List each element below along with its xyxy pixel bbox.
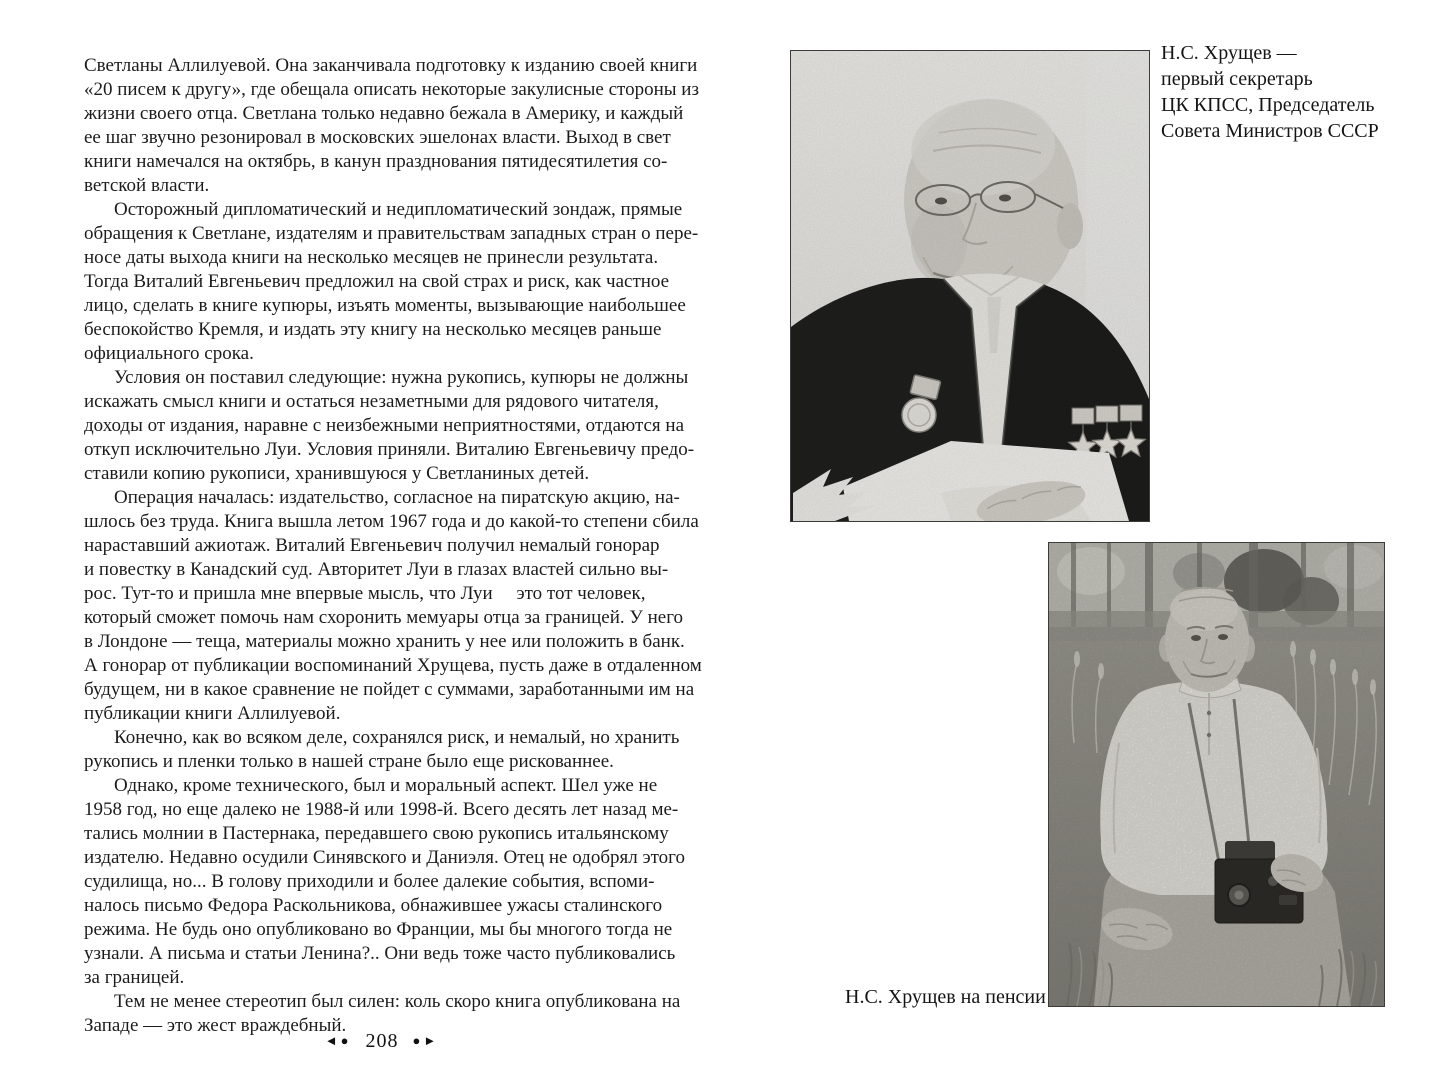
text-line: жизни своего отца. Светлана только недавно бежала в Америку, и каждый: [84, 103, 684, 124]
text-line: искажать смысл книги и остаться незаметными для рядового читателя,: [84, 391, 659, 412]
text-line: который сможет помочь нам схоронить мемуары отца за границей. У него: [84, 607, 684, 628]
text-line: шлось без труда. Книга вышла летом 1967 года и до какой-то степени сбила: [84, 511, 699, 532]
text-line: нараставший ажиотаж. Виталий Евгеньевич получил немалый гонорар: [84, 535, 660, 556]
text-line: книги намечался на октябрь, в канун празднования пятидесятилетия со-: [84, 151, 668, 172]
text-line: Условия он поставил следующие: нужна рукопись, купюры не должны: [114, 367, 689, 388]
text-line: Конечно, как во всяком деле, сохранялся риск, и немалый, но хранить: [114, 727, 680, 748]
caption-line: Н.С. Хрущев —: [1161, 42, 1297, 64]
photo2-caption: Н.С. Хрущев на пенсии: [845, 986, 1046, 1008]
paragraph: [84, 366, 695, 486]
paragraph: [84, 486, 702, 726]
text-line: А гонорар от публикации воспоминаний Хрущева, пусть даже в отдаленном: [84, 655, 702, 676]
caption-line: Совета Министров СССР: [1161, 120, 1379, 142]
text-line: обращения к Светлане, издателям и правительствам западных стран о пере-: [84, 223, 699, 244]
paragraph: [84, 726, 680, 774]
text-line: судилища, но... В голову приходили и более далекие события, вспоми-: [84, 871, 655, 892]
text-line: ветской власти.: [84, 175, 210, 196]
paragraph: [84, 774, 686, 990]
paragraph: [84, 54, 699, 198]
photo-khrushchev-retired: [1048, 542, 1385, 1007]
text-line: 1958 год, но еще далеко не 1988-й или 1998-й. Всего десять лет назад ме-: [84, 799, 679, 820]
page-number-row: [84, 1030, 680, 1053]
text-line: публикации книги Аллилуевой.: [84, 703, 341, 724]
text-line: «20 писем к другу», где обещала описать некоторые закулисные стороны из: [84, 79, 699, 100]
text-line: Тем не менее стереотип был силен: коль скоро книга опубликована на: [114, 991, 681, 1012]
text-line: за границей.: [84, 967, 185, 988]
text-line: откуп исключительно Луи. Условия приняли. Виталию Евгеньевичу предо-: [84, 439, 695, 460]
text-line: Осторожный дипломатический и недипломатический зондаж, прямые: [114, 199, 683, 220]
caption-line: первый секретарь: [1161, 68, 1313, 90]
caption-line: ЦК КПСС, Председатель: [1161, 94, 1375, 116]
text-line: ее шаг звучно резонировал в московских эшелонах власти. Выход в свет: [84, 127, 671, 148]
text-line: беспокойство Кремля, и издать эту книгу на несколько месяцев раньше: [84, 319, 662, 340]
text-line: будущем, ни в какое сравнение не пойдет с суммами, заработанными им на: [84, 679, 695, 700]
page-number: 208: [365, 1030, 399, 1052]
retirement-illustration: [1049, 543, 1384, 1006]
text-line: рукопись и пленки только в нашей стране было еще рискованнее.: [84, 751, 614, 772]
left-ornament: ◄●: [324, 1033, 352, 1048]
text-line: носе даты выхода книги на несколько месяцев не принесли результата.: [84, 247, 659, 268]
portrait-illustration: [791, 51, 1149, 521]
paragraph: [84, 198, 699, 366]
text-line: ставили копию рукописи, хранившуюся у Светланиных детей.: [84, 463, 590, 484]
text-line: Однако, кроме технического, был и моральный аспект. Шел уже не: [114, 775, 658, 796]
text-line: рос. Тут-то и пришла мне впервые мысль, что Луи это тот человек,: [84, 583, 646, 604]
text-line: Светланы Аллилуевой. Она заканчивала подготовку к изданию своей книги: [84, 55, 698, 76]
text-line: Тогда Виталий Евгеньевич предложил на свой страх и риск, как частное: [84, 271, 670, 292]
left-page-text: [84, 54, 702, 1038]
text-line: и повестку в Канадский суд. Авторитет Луи в глазах властей сильно вы-: [84, 559, 669, 580]
text-line: в Лондоне — теща, материалы можно хранить у нее или положить в банк.: [84, 631, 685, 652]
right-ornament: ●►: [412, 1033, 440, 1048]
photo1-caption: [1161, 40, 1421, 144]
text-line: доходы от издания, наравне с неизбежными неприятностями, отдаются на: [84, 415, 685, 436]
text-line: лицо, сделать в книге купюры, изъять моменты, вызывающие наибольшее: [84, 295, 686, 316]
text-line: узнали. А письма и статьи Ленина?.. Они ведь тоже часто публиковались: [84, 943, 676, 964]
text-line: официального срока.: [84, 343, 254, 364]
text-line: тались молнии в Пастернака, передавшего свою рукопись итальянскому: [84, 823, 669, 844]
text-line: Операция началась: издательство, согласное на пиратскую акцию, на-: [114, 487, 680, 508]
text-line: налось письмо Федора Раскольникова, обнажившее ужасы сталинского: [84, 895, 663, 916]
text-line: режима. Не будь оно опубликовано во Франции, мы бы многого тогда не: [84, 919, 673, 940]
text-line: Западе — это жест враждебный.: [84, 1015, 347, 1036]
text-line: издателю. Недавно осудили Синявского и Даниэля. Отец не одобрял этого: [84, 847, 686, 868]
photo-khrushchev-portrait: [790, 50, 1150, 522]
